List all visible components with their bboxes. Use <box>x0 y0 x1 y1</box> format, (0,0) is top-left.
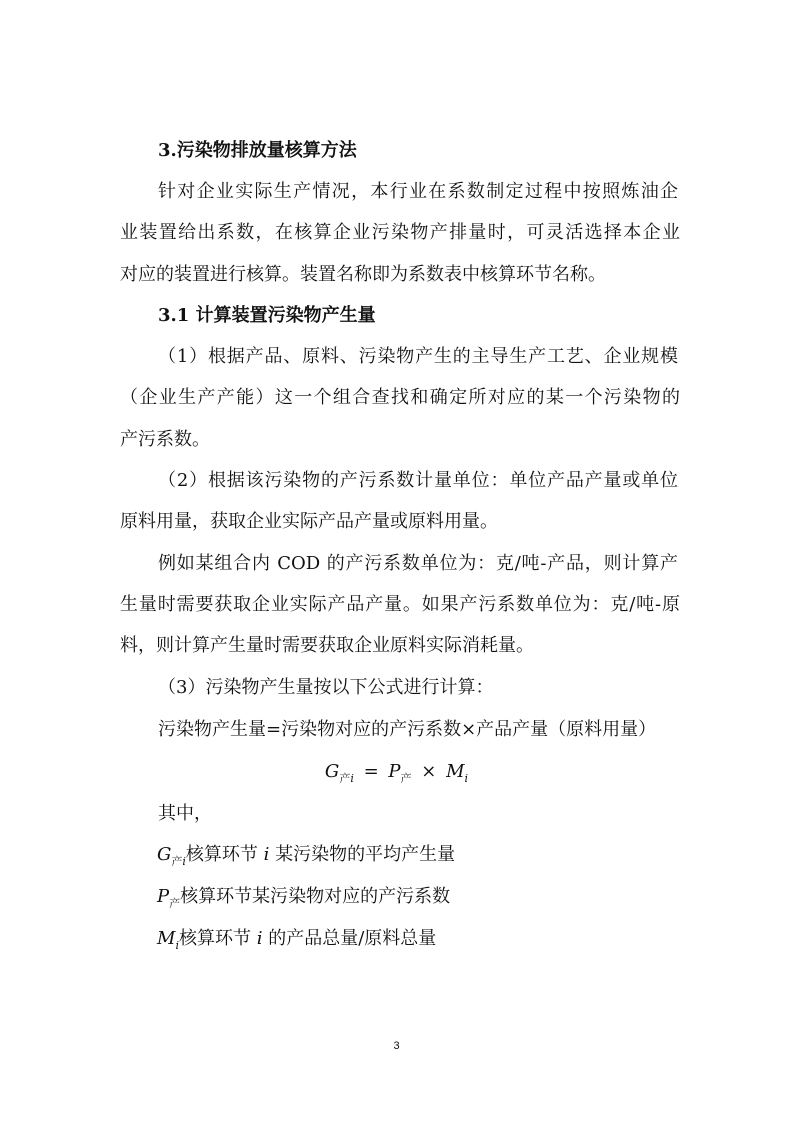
equation-g-subscript <box>339 772 354 785</box>
definition-m-i: i <box>256 928 263 949</box>
definition-p-subscript: 产 <box>169 897 181 910</box>
equation-times: × <box>421 761 437 782</box>
definition-g-text-a: 核算环节 <box>185 844 264 865</box>
definition-g-text-b: 某污染物的平均产生量 <box>269 844 456 865</box>
equation-p: P <box>388 761 401 782</box>
example-line-2: 生量时需要获取企业实际产品产量。如果产污系数单位为：克/吨-原 <box>120 594 680 615</box>
definition-m-subscript-i: i <box>175 939 179 952</box>
definition-g-subscript-i: i <box>182 855 186 868</box>
step3-line: （3）污染物产生量按以下公式进行计算： <box>158 677 494 698</box>
definition-m-symbol: M <box>157 928 176 949</box>
definition-p-symbol: P <box>157 886 170 907</box>
definition-m-text-b: 的产品总量/原料总量 <box>262 928 437 949</box>
equation <box>0 760 793 786</box>
equation-m-subscript <box>465 772 469 785</box>
definition-m-subscript <box>175 939 179 952</box>
example-line-3: 料，则计算产生量时需要获取企业原料实际消耗量。 <box>120 635 534 656</box>
intro-line-1: 针对企业实际生产情况，本行业在系数制定过程中按照炼油企 <box>158 181 678 202</box>
equation-g: G <box>324 761 340 782</box>
definition-g-subscript <box>171 855 186 868</box>
intro-line-2: 业装置给出系数，在核算企业污染物产排量时，可灵活选择本企业 <box>120 222 680 243</box>
definition-g <box>157 843 455 869</box>
step2-line-2: 原料用量，获取企业实际产品产量或原料用量。 <box>120 511 498 532</box>
page-number: 3 <box>393 1040 400 1052</box>
where-label: 其中， <box>158 803 212 824</box>
step1-line-2: （企业生产产能）这一个组合查找和确定所对应的某一个污染物的 <box>120 387 680 408</box>
definition-g-i: i <box>263 844 270 865</box>
subsection-heading: 3.1 计算装置污染物产生量 <box>158 305 376 326</box>
equation-g-subscript-chan: 产 <box>339 772 351 785</box>
definition-g-subscript-chan: 产 <box>171 855 183 868</box>
definition-m <box>157 927 436 953</box>
definition-p-text: 核算环节某污染物对应的产污系数 <box>180 886 451 907</box>
step2-line-1: （2）根据该污染物的产污系数计量单位：单位产品产量或单位 <box>158 470 678 491</box>
step1-line-3: 产污系数。 <box>120 429 210 450</box>
definition-p <box>157 885 450 911</box>
example-line-1: 例如某组合内 COD 的产污系数单位为：克/吨-产品，则计算产 <box>158 553 678 574</box>
equation-m-subscript-i: i <box>464 772 469 785</box>
equation-g-subscript-i: i <box>350 772 354 785</box>
equation-equals: = <box>363 761 379 782</box>
step1-line-1: （1）根据产品、原料、污染物产生的主导生产工艺、企业规模 <box>158 346 678 367</box>
definition-g-symbol: G <box>157 844 172 865</box>
equation-p-subscript: 产 <box>400 772 412 785</box>
section-heading: 3.污染物排放量核算方法 <box>158 140 357 161</box>
formula-text: 污染物产生量=污染物对应的产污系数×产品产量（原料用量） <box>158 719 657 740</box>
definition-m-text-a: 核算环节 <box>178 928 257 949</box>
intro-line-3: 对应的装置进行核算。装置名称即为系数表中核算环节名称。 <box>120 264 606 285</box>
equation-m: M <box>446 761 465 782</box>
